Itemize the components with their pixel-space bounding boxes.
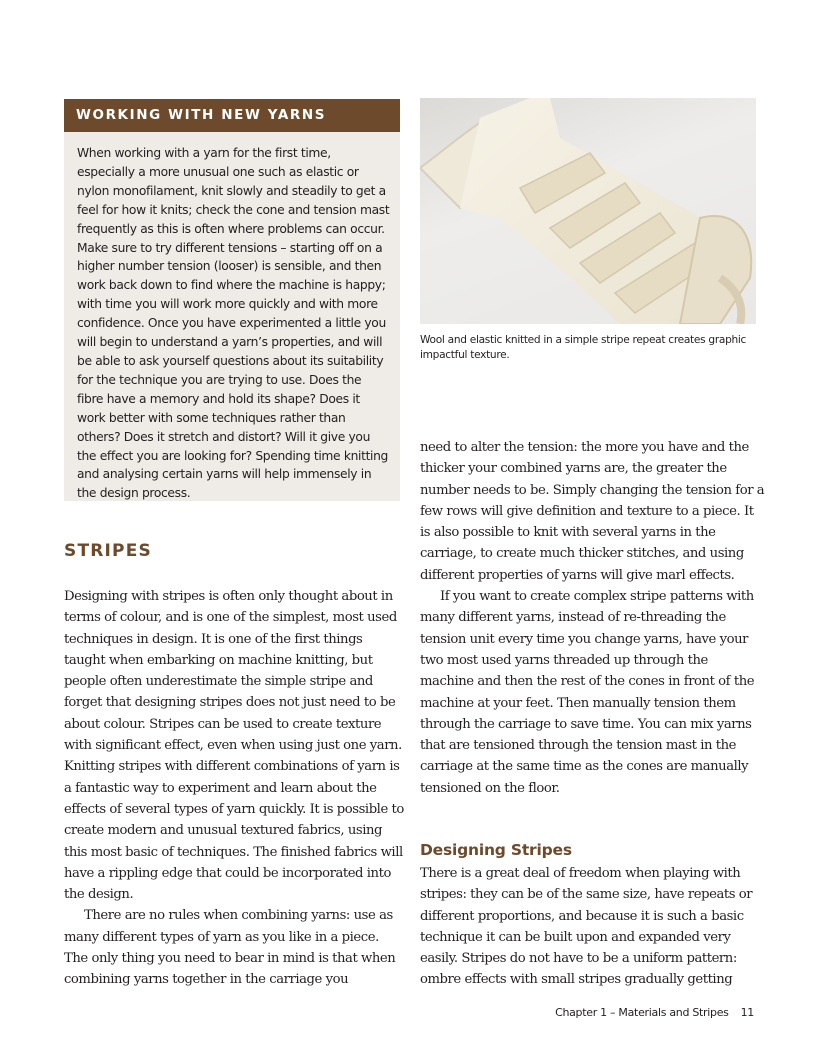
figure-caption: Wool and elastic knitted in a simple stripe repeat creates graphic impactful texture. xyxy=(420,334,747,361)
left-column-text xyxy=(64,586,404,991)
designing-stripes-text xyxy=(420,863,765,991)
page-number: 11 xyxy=(740,1006,754,1019)
knitted-fabric-photo xyxy=(420,98,756,324)
chapter-label: Chapter 1 – Materials and Stripes xyxy=(555,1006,729,1019)
sidebar-box-working-with-new-yarns xyxy=(64,99,400,501)
right-column-text xyxy=(420,437,765,799)
body-paragraph: If you want to create complex stripe patterns with many different yarns, instead of re-threading the tension unit every time you change yarns, have your two most used yarns threaded up through the machine and then the rest of the cones in front of the machine at your feet. Then manually tension them through the carriage to save time. You can mix yarns that are tensioned through the tension mast in the carriage at the same time as the cones are manually tensioned on the floor. xyxy=(420,589,755,796)
subheading-designing-stripes: Designing Stripes xyxy=(420,841,572,859)
sidebar-title: WORKING WITH NEW YARNS xyxy=(64,99,400,132)
section-heading-stripes: STRIPES xyxy=(64,541,152,561)
body-paragraph: There are no rules when combining yarns: use as many different types of yarn as you like in a piece. The only thing you need to bear in mind is that when combining yarns together in the carriage you xyxy=(64,908,396,988)
body-paragraph: There is a great deal of freedom when playing with stripes: they can be of the same size, have repeats or different proportions, and because it is such a basic technique it can be built upon and expanded very easily. Stripes do not have to be a uniform pattern: ombre effects with small stripes gradually getting xyxy=(420,866,753,988)
sidebar-paragraph: When working with a yarn for the first time, especially a more unusual one such as elastic or nylon monofilament, knit slowly and steadily to get a feel for how it knits; check the cone and tension mast frequently as this is often where problems can occur. Make sure to try different tensions – starting off on a higher number tension (looser) is sensible, and then work back down to find where the machine is happy; with time you will work more quickly and with more confidence. Once you have experimented a little you will begin to understand a yarn’s properties, and will be able to ask yourself questions about its suitability for the technique you are trying to use. Does the fibre have a memory and hold its shape? Does it work better with some techniques rather than others? Does it stretch and distort? Will it give you the effect you are looking for? Spending time knitting and analysing certain yarns will help immensely in the design process. xyxy=(77,146,390,501)
page-footer xyxy=(555,1006,754,1019)
knitted-fabric-illustration xyxy=(420,98,756,324)
body-paragraph: Designing with stripes is often only thought about in terms of colour, and is one of the simplest, most used techniques in design. It is one of the first things taught when embarking on machine knitting, but people often underestimate the simple stripe and forget that designing stripes does not just need to be about colour. Stripes can be used to create texture with significant effect, even when using just one yarn. Knitting stripes with different combinations of yarn is a fantastic way to experiment and learn about the effects of several types of yarn quickly. It is possible to create modern and unusual textured fabrics, using this most basic of techniques. The finished fabrics will have a rippling edge that could be incorporated into the design. xyxy=(64,589,404,903)
body-paragraph-continued: need to alter the tension: the more you have and the thicker your combined yarns are, the greater the number needs to be. Simply changing the tension for a few rows will give definition and texture to a piece. It is also possible to knit with several yarns in the carriage, to create much thicker stitches, and using different properties of yarns will give marl effects. xyxy=(420,440,765,583)
sidebar-body xyxy=(64,132,400,503)
